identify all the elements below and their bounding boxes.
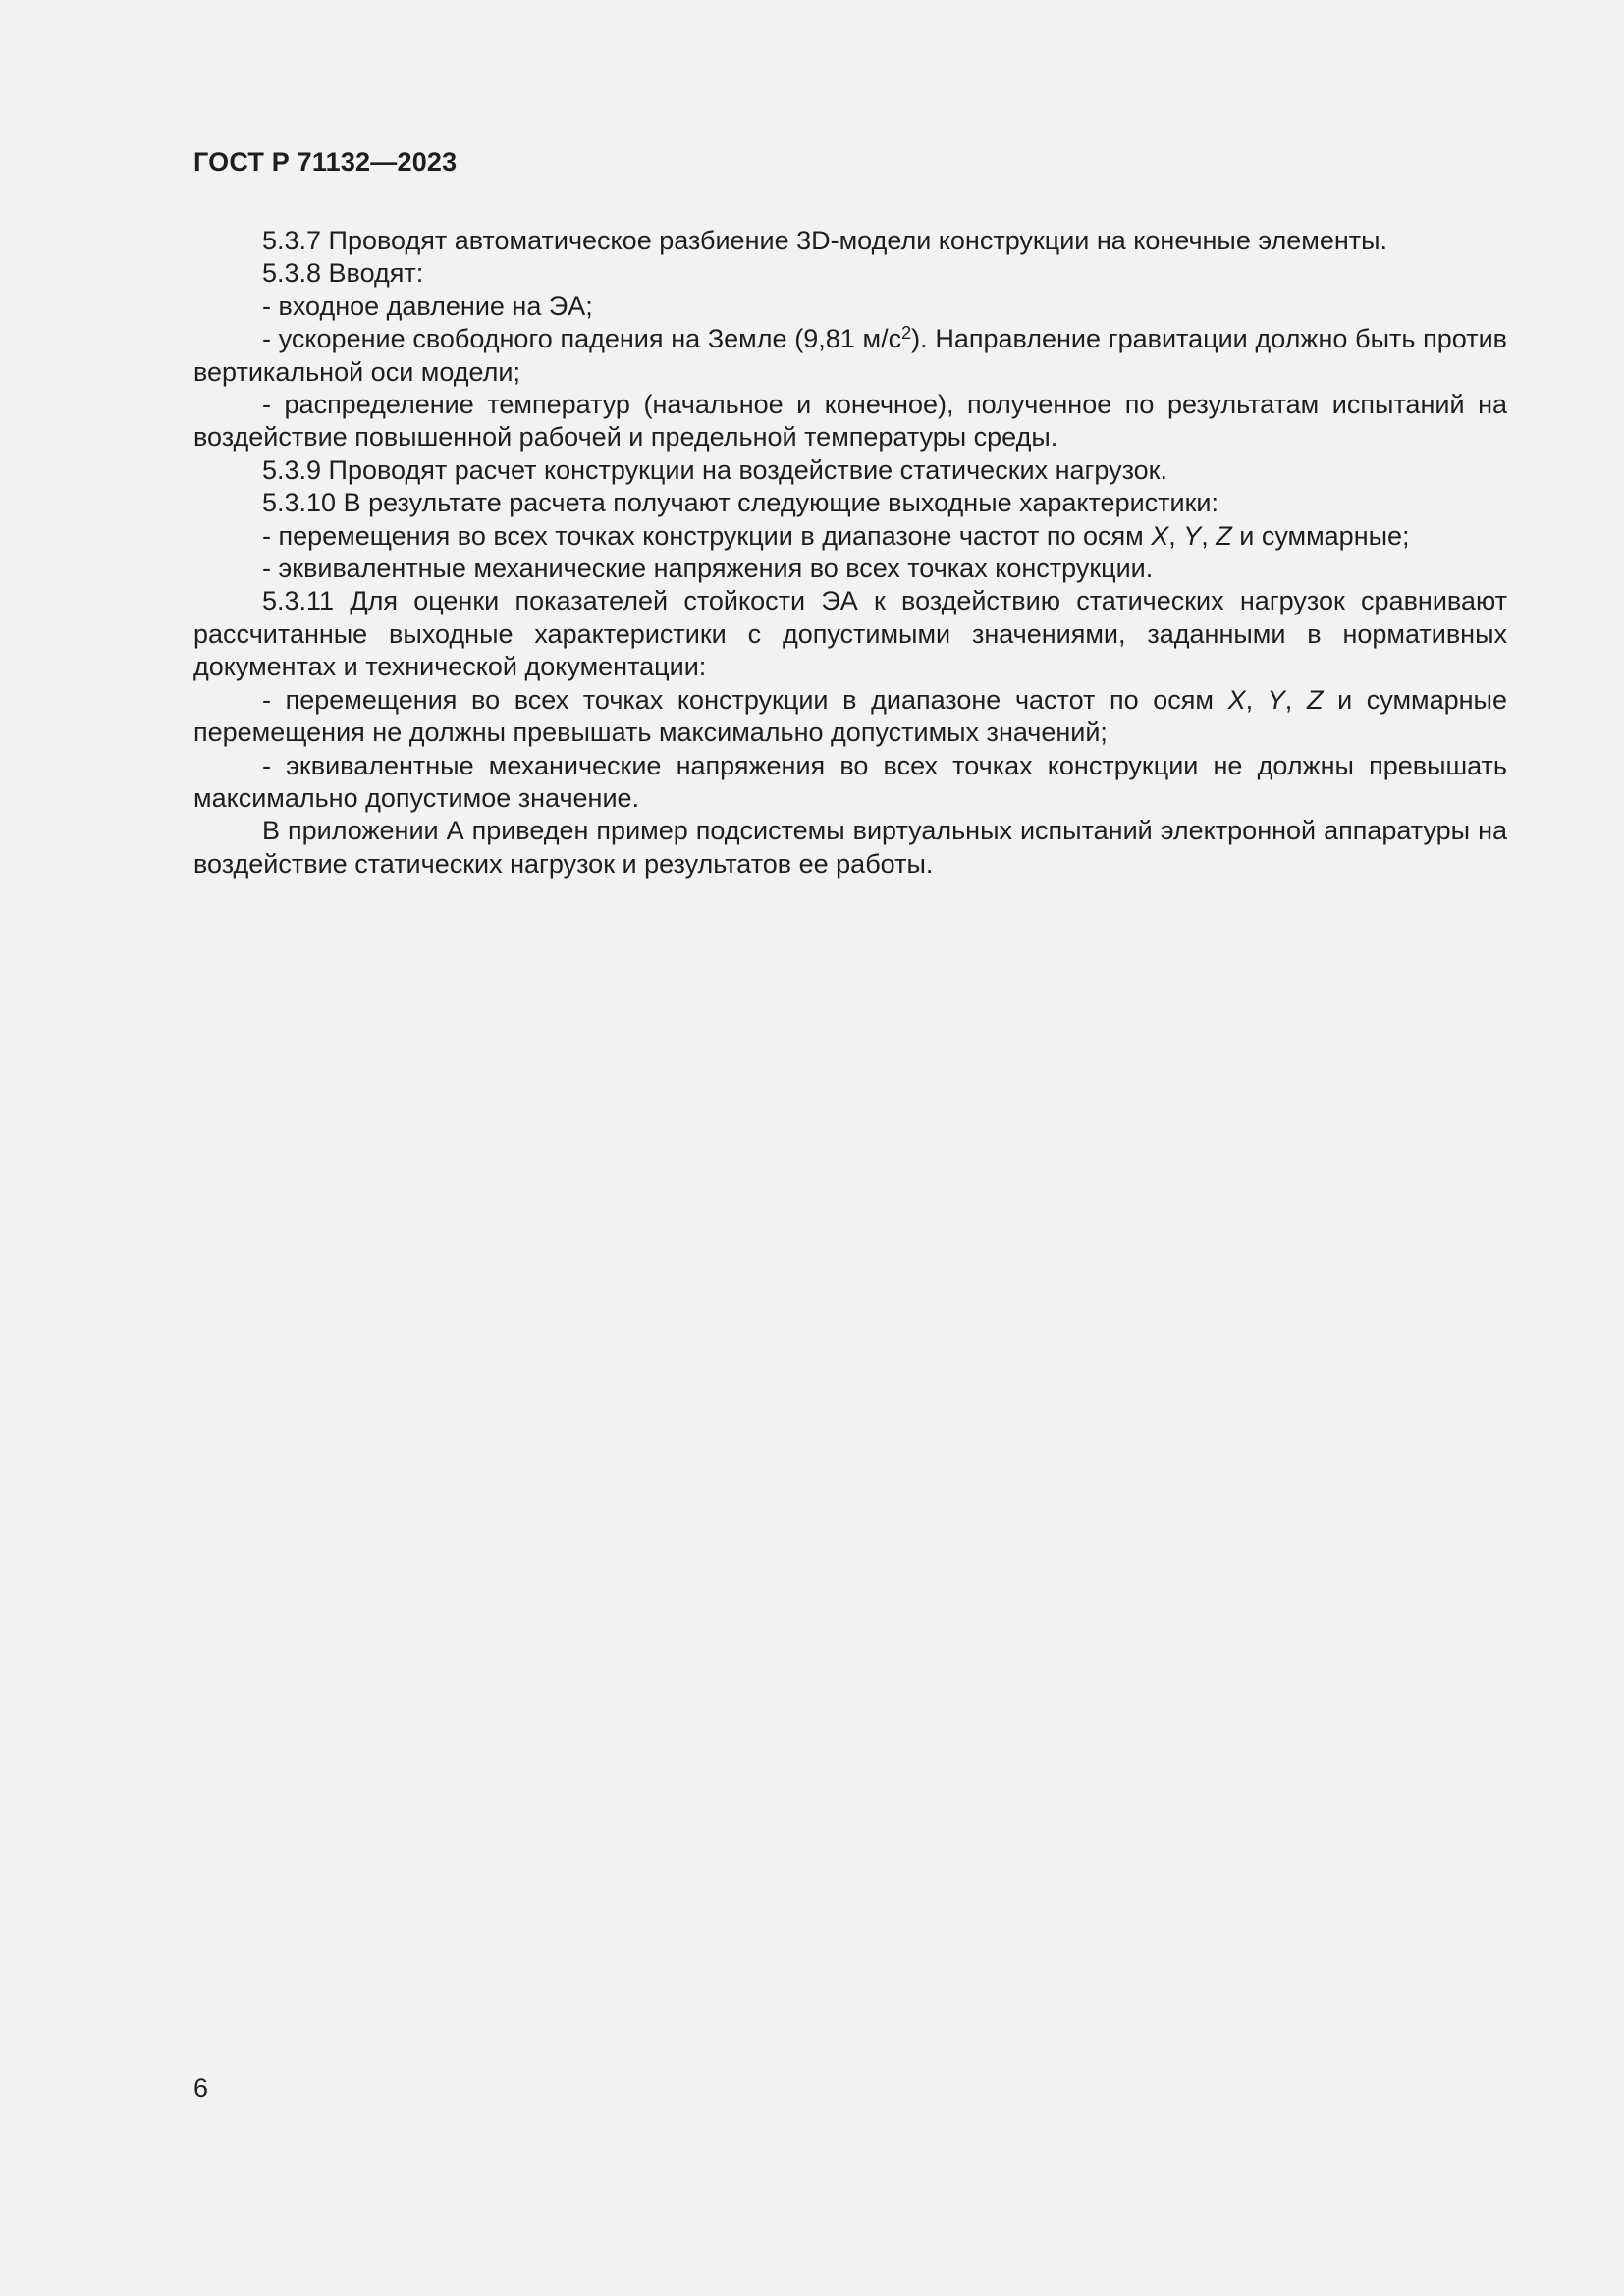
document-header: ГОСТ Р 71132—2023	[193, 147, 458, 177]
separator: ,	[1201, 520, 1217, 551]
displacements-text-end: и суммарные;	[1231, 520, 1410, 551]
page-number: 6	[193, 2073, 209, 2103]
axis-x: X	[1151, 520, 1169, 551]
list-item-stresses: - эквивалентные механические напряжения во всех точках конструкции.	[262, 554, 1154, 584]
list-item-displacements	[193, 520, 1507, 553]
gravity-text-start: - ускорение свободного падения на Земле (9,81 м/с	[262, 324, 902, 354]
list-item-stress-limits: - эквивалентные механические напряжения во всех точках конструкции не должны превышать максимально допустимое значение.	[193, 750, 1507, 813]
limits-text-start: - перемещения во всех точках конструкции в диапазоне частот по осям	[262, 684, 1228, 715]
separator: ,	[1168, 520, 1184, 551]
axis-z: Z	[1216, 520, 1232, 551]
appendix-reference: В приложении А приведен пример подсистемы виртуальных испытаний электронной аппаратуры на воздействие статических нагрузок и результатов ее работы.	[193, 816, 1507, 879]
axis-x: X	[1227, 684, 1246, 715]
clause-5-3-7: 5.3.7 Проводят автоматическое разбиение 3D-модели конструкции на конечные элементы.	[262, 226, 1388, 255]
list-item-input-pressure: - входное давление на ЭА;	[262, 291, 593, 321]
list-item-gravity	[193, 323, 1507, 389]
clause-5-3-9: 5.3.9 Проводят расчет конструкции на воздействие статических нагрузок.	[262, 454, 1167, 485]
axis-y: Y	[1183, 520, 1202, 551]
clause-5-3-10: 5.3.10 В результате расчета получают следующие выходные характеристики:	[262, 488, 1219, 518]
limits-text-end: и суммарные перемещения не должны превышать максимально допустимых значений;	[193, 684, 1507, 748]
axis-z: Z	[1306, 684, 1324, 715]
list-item-displacement-limits	[193, 684, 1507, 750]
clause-5-3-11: 5.3.11 Для оценки показателей стойкости ЭА к воздействию статических нагрузок сравнивают рассчитанные выходные характеристики с допустимыми значениями, заданными в нормативных документах и технической документации:	[193, 586, 1507, 682]
separator: ,	[1284, 684, 1307, 715]
list-item-temperature: - распределение температур (начальное и конечное), полученное по результатам испытаний на воздействие повышенной рабочей и предельной температуры среды.	[193, 390, 1507, 453]
separator: ,	[1245, 684, 1268, 715]
document-body	[193, 225, 1507, 881]
displacements-text-start: - перемещения во всех точках конструкции в диапазоне частот по осям	[262, 520, 1152, 551]
clause-5-3-8: 5.3.8 Вводят:	[262, 258, 424, 289]
axis-y: Y	[1267, 684, 1285, 715]
gravity-text-end: ). Направление гравитации должно быть против вертикальной оси модели;	[193, 324, 1507, 387]
superscript: 2	[901, 323, 912, 344]
